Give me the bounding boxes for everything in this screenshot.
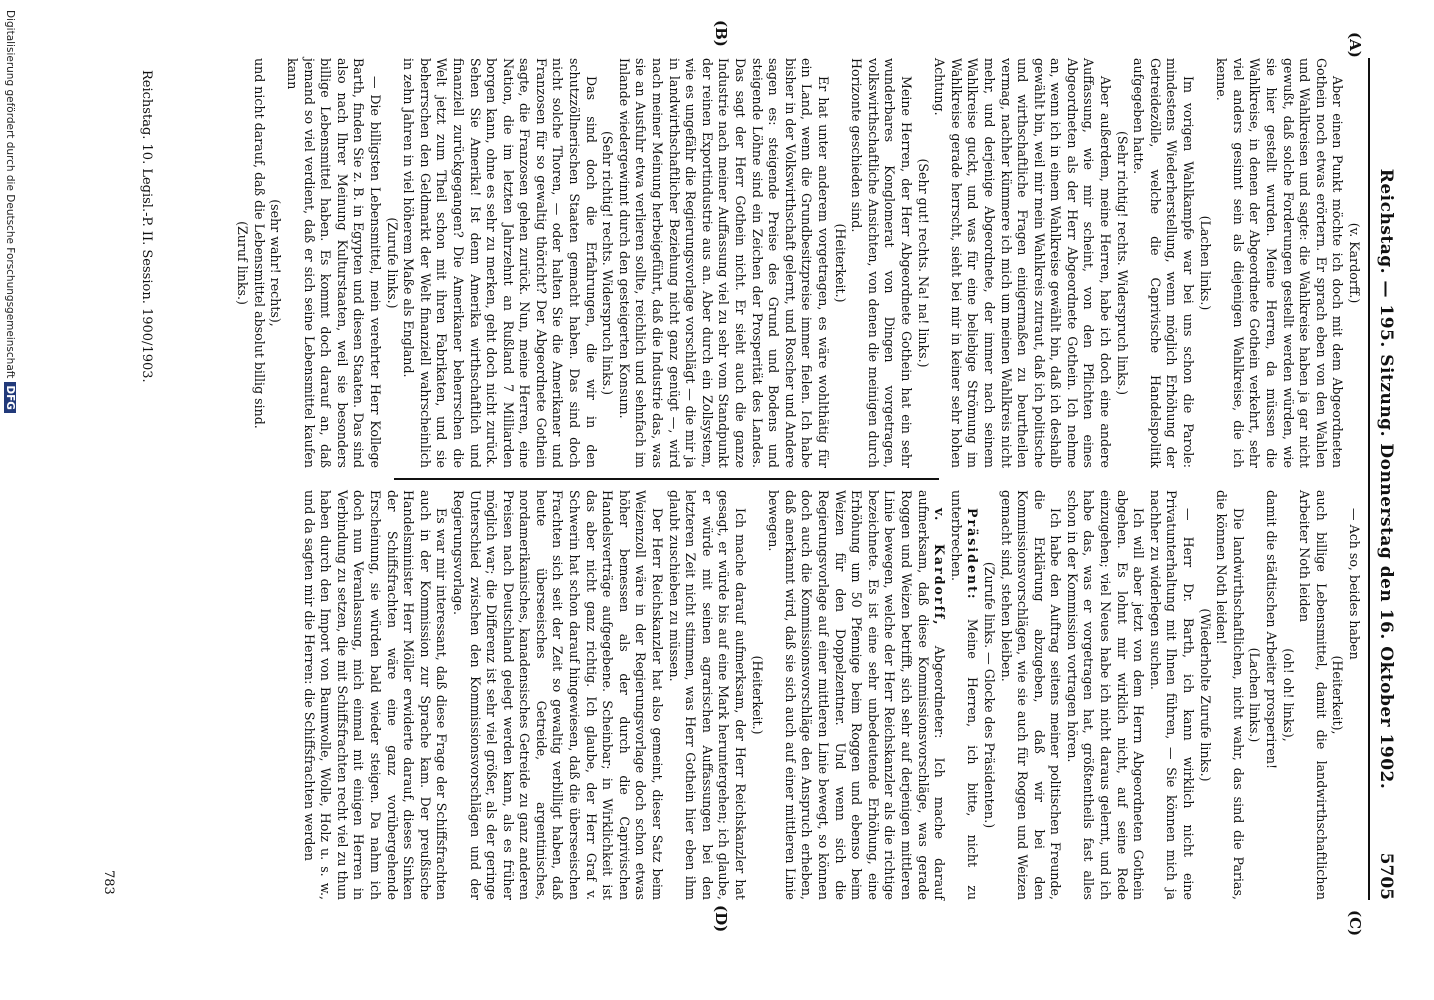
- remark: (Zuruf links.): [235, 221, 251, 305]
- speaker-statement: [765, 490, 948, 900]
- remark: (Heiterkeit.): [749, 655, 765, 735]
- dfg-logo: DFG: [4, 382, 16, 413]
- speaker-label: (v. Kardorff.): [1347, 222, 1362, 304]
- remark: (Lachen links.): [1197, 215, 1213, 311]
- column-divider: [394, 478, 939, 480]
- speaker-role: Abgeordneter:: [932, 645, 948, 739]
- margin-marker-d: (D): [712, 905, 730, 933]
- footer-session-info: Reichstag. 10. Legisl.-P. II. Session. 1900/1903.: [139, 70, 154, 383]
- remark: (Wiederholte Zurufe links.): [1197, 608, 1213, 782]
- paragraph: Er hat unter anderem vorgetragen, es wäre wohlthätig für ein Land, wenn die Grundbesitzpreise immer fielen. Ich habe bisher in der Volkswirthschaft gelernt, und Roscher und Andere sagen es: steigende Preise des Grund und Bodens und steigende Löhne sind ein Zeichen der Prosperität des Landes. Das sagt der Herr Gothein nicht. Er sieht auch die ganze Industrie nach meiner Auffassung viel zu sehr vom Standpunkt der reinen Exportindustrie aus an. Aber durch ein Zollsystem, wie es ungefähr die Regierungsvorlage vorschlägt — die mir ja in landwirthschaftlicher Beziehung nicht ganz genügt —, wird nach meiner Meinung herbeigeführt, daß die Industrie das, was sie an Ausfuhr etwa verlieren sollte, reichlich und sehnfach im Inlande wiedergewinnt durch den gesteigerten Konsum.: [616, 58, 831, 468]
- paragraph: Ich will aber jetzt von dem Herrn Abgeordneten Gothein abgehen. Es lohnt mir wirklich nicht, auf seine Rede einzugehen; viel Neues habe ich nicht daraus gelernt, und ich habe das, was er vorgetragen hat, größtentheils fast alles schon in der Kommission vortragen hören.: [1064, 490, 1147, 900]
- paragraph: Aber einen Punkt möchte ich doch mit dem Abgeordneten Gothein noch etwas erörtern. Er sprach eben von den Wahlen und Wahlkreisen und sagte: die Wahlkreise haben ja gar nicht gewußt, daß solche Forderungen gestellt werden würden, wie sie hier gestellt wurden. Meine Herren, da müssen die Wahlkreise, in denen der Abgeordnete Gothein verkehrt, sehr viel anders gesinnt sein als diejenigen Wahlkreise, die ich kenne.: [1214, 58, 1346, 468]
- page-header: [1372, 58, 1396, 900]
- remark: (oh! oh! links),: [1280, 648, 1296, 742]
- left-column: [234, 58, 1362, 468]
- remark: (Sehr richtig! rechts. Widerspruch links.): [600, 130, 616, 395]
- paragraph: Im vorigen Wahlkampfe war bei uns schon die Parole: mindestens Wiederherstellung, wenn möglich Erhöhung der Getreidezölle, welche die Caprivische Handelspolitik aufgegeben hatte.: [1131, 58, 1197, 468]
- page-number: 5705: [1376, 852, 1396, 900]
- president-label: Präsident:: [965, 508, 981, 601]
- remark: (Sehr richtig! rechts. Widerspruch links.): [1114, 130, 1130, 395]
- paragraph: Es war mir interessant, daß diese Frage der Schiffsfrachten auch in der Kommission zur Sprache kam. Der preußische Handelsminister Herr Möller erwiderte darauf, dieses Sinken der Schiffsfrachten wäre eine ganz vorübergehende Erscheinung, sie würden bald wieder steigen. Da nahm ich doch nun Veranlassung, mich einmal mit einigen Herren in Verbindung zu setzen, die mit Schiffsfrachten recht viel zu thun haben durch den Import von Baumwolle, Wolle, Holz u. s. w., und da sagten mir die Herren: die Schiffsfrachten werden: [301, 490, 450, 900]
- margin-marker-c: (C): [1346, 910, 1364, 937]
- paragraph: Aber außerdem, meine Herren, habe ich doch eine andere Auffassung, wie mir scheint, von den Pflichten eines Abgeordneten als der Herr Abgeordnete Gothein. Ich nehme an, wenn ich in einem Wahlkreise gewählt bin, daß ich deshalb gewählt bin, weil mir mein Wahlkreis zutraut, daß ich politische und wirthschaftliche Fragen einigermaßen zu beurtheilen vermag, nachher kümmere ich mich um meinen Wahlkreis nicht mehr, und derjenige Abgeordnete, der immer nach seinem Wahlkreise guckt, und was für eine beliebige Strömung im Wahlkreise gerade herrscht, sieht bei mir in keiner sehr hohen Achtung.: [932, 58, 1114, 468]
- right-column: [300, 490, 1362, 900]
- remark: (sehr wahr! rechts),: [268, 199, 284, 327]
- remark: (Zurufe links. — Glocke des Präsidenten.): [981, 561, 997, 829]
- paragraph: — Herr Dr. Barth, ich kann wirklich nicht eine Privatunterhaltung mit Ihnen führen, — Sie können mich ja nachher zu widerlegen suchen.: [1147, 490, 1197, 900]
- paragraph: — Ach so, beides haben: [1347, 508, 1362, 660]
- president-text: Meine Herren, ich bitte, nicht zu unterbrechen.: [948, 490, 981, 900]
- paragraph: Meine Herren, der Herr Abgeordnete Gothein hat ein sehr wunderbares Konglomerat von Dingen vorgetragen, volkswirthschaftliche Ansichten, von denen die meinigen durch Horizonte geschieden sind.: [849, 58, 914, 468]
- margin-marker-b: (B): [712, 20, 730, 47]
- remark: (Sehr gut! rechts. Na! na! links.): [915, 158, 931, 368]
- remark: (Zurufe links.): [384, 217, 400, 309]
- president-statement: [947, 490, 980, 900]
- paragraph: auch billige Lebensmittel, damit die landwirthschaftlichen Arbeiter Noth leiden: [1297, 490, 1329, 900]
- speaker-name: v. Kardorff,: [932, 508, 948, 627]
- digitization-credit: [4, 10, 16, 413]
- paragraph: — Die billigsten Lebensmittel, mein verehrter Herr Kollege Barth, finden Sie z. B. in Egypten und diesen Staaten. Das sind also nach Ihrer Meinung Kulturstaaten, weil sie besonders billige Lebensmittel haben. Es kommt doch darauf an, daß jemand so viel verdient, daß er sich seine Lebensmittel kaufen kann: [285, 58, 383, 468]
- remark: (Lachen links.): [1247, 647, 1263, 743]
- header-title: Reichstag. — 195. Sitzung. Donnerstag den 16. Oktober 1902.: [1376, 168, 1396, 790]
- paragraph: Die landwirthschaftlichen, nicht wahr, das sind die Parias, die können Noth leiden!: [1214, 490, 1246, 900]
- remark: (Heiterkeit.): [832, 223, 848, 303]
- header-rule: [1368, 58, 1370, 900]
- paragraph: Ich mache darauf aufmerksam, der Herr Reichskanzler hat gesagt, er würde bis auf eine Mark heruntergehen; ich glaube, er würde mit seinen agrarischen Auffassungen bei den letzteren Zeit nicht stimmen, was Herr Gothein hier eben ihm glaubt zuschieben zu müssen.: [666, 490, 749, 900]
- paragraph: und nicht darauf, daß die Lebensmittel absolut billig sind.: [251, 58, 267, 429]
- paragraph: damit die städtischen Arbeiter prosperiren!: [1264, 490, 1280, 770]
- credit-text: Digitalisierung gefördert durch die Deutsche Forschungsgemeinschaft: [4, 10, 16, 379]
- remark: (Heiterkeit),: [1330, 655, 1346, 735]
- margin-marker-a: (A): [1346, 32, 1364, 58]
- paragraph: Das sind doch die Erfahrungen, die wir in den schutzzöllnerischen Staaten gemacht haben. Das sind doch nicht solche Thoren, — oder halten Sie die Amerikaner und Franzosen für so gewaltig thöricht? Der Abgeordnete Gothein sagte, die Franzosen gehen zurück. Nun, meine Herren, eine Nation, die im letzten Jahrzehnt an Rußland 7 Milliarden borgen kann, ohne es sehr zu merken, geht doch nicht zurück. Sehen Sie Amerika! Ist denn Amerika wirthschaftlich und finanziell zurückgegangen? Die Amerikaner beherrschen die Welt jetzt zum Theil schon mit ihren Fabrikaten, und sie beherrschen den Geldmarkt der Welt finanziell wahrscheinlich in zehn Jahren in viel höherem Maße als England.: [401, 58, 599, 468]
- paragraph: Der Herr Reichskanzler hat also gemeint, dieser Satz beim Weizenzoll wäre in der Regierungsvorlage doch schon etwas höher bemessen als der durch die Caprivischen Handelsverträge aufgegebene. Scheinbar; in Wirklichkeit ist das aber nicht ganz richtig. Ich glaube, der Herr Graf v. Schwerin hat schon darauf hingewiesen, daß die überseeischen Frachten sich seit der Zeit so gewaltig verbilligt haben, daß heute überseeisches Getreide, argentinisches, nordamerikanisches, kanadensisches Getreide zu ganz anderen Preisen nach Deutschland gelegt werden kann, als es früher möglich war; die Differenz ist sehr viel größer, als der geringe Unterschied zwischen den Kommissionsvorschlägen und der Regierungsvorlage.: [450, 490, 666, 900]
- paragraph: Ich mache darauf aufmerksam, daß diese Kommissionsvorschläge, was gerade Roggen und Weizen betrifft, sich sehr auf derjenigen mittleren Linie bewegen, welche der Herr Reichskanzler als die richtige bezeichnete. Es ist eine sehr unbedeutende Erhöhung, eine Erhöhung um 50 Pfennige beim Roggen und ebenso beim Weizen für den Doppelzentner. Und wenn sich die Regierungsvorlage auf einer mittleren Linie bewegt, so können doch auch die Kommissionsvorschläge den Anspruch erheben, daß anerkannt wird, daß sie sich auch auf einer mittleren Linie bewegen.: [766, 490, 948, 900]
- footer-page-number: 783: [101, 870, 116, 895]
- paragraph: Ich habe den Auftrag seitens meiner politischen Freunde, die Erklärung abzugeben, daß wir bei den Kommissionsvorschlägen, wie sie auch für Roggen und Weizen gemacht sind, stehen bleiben.: [998, 490, 1064, 900]
